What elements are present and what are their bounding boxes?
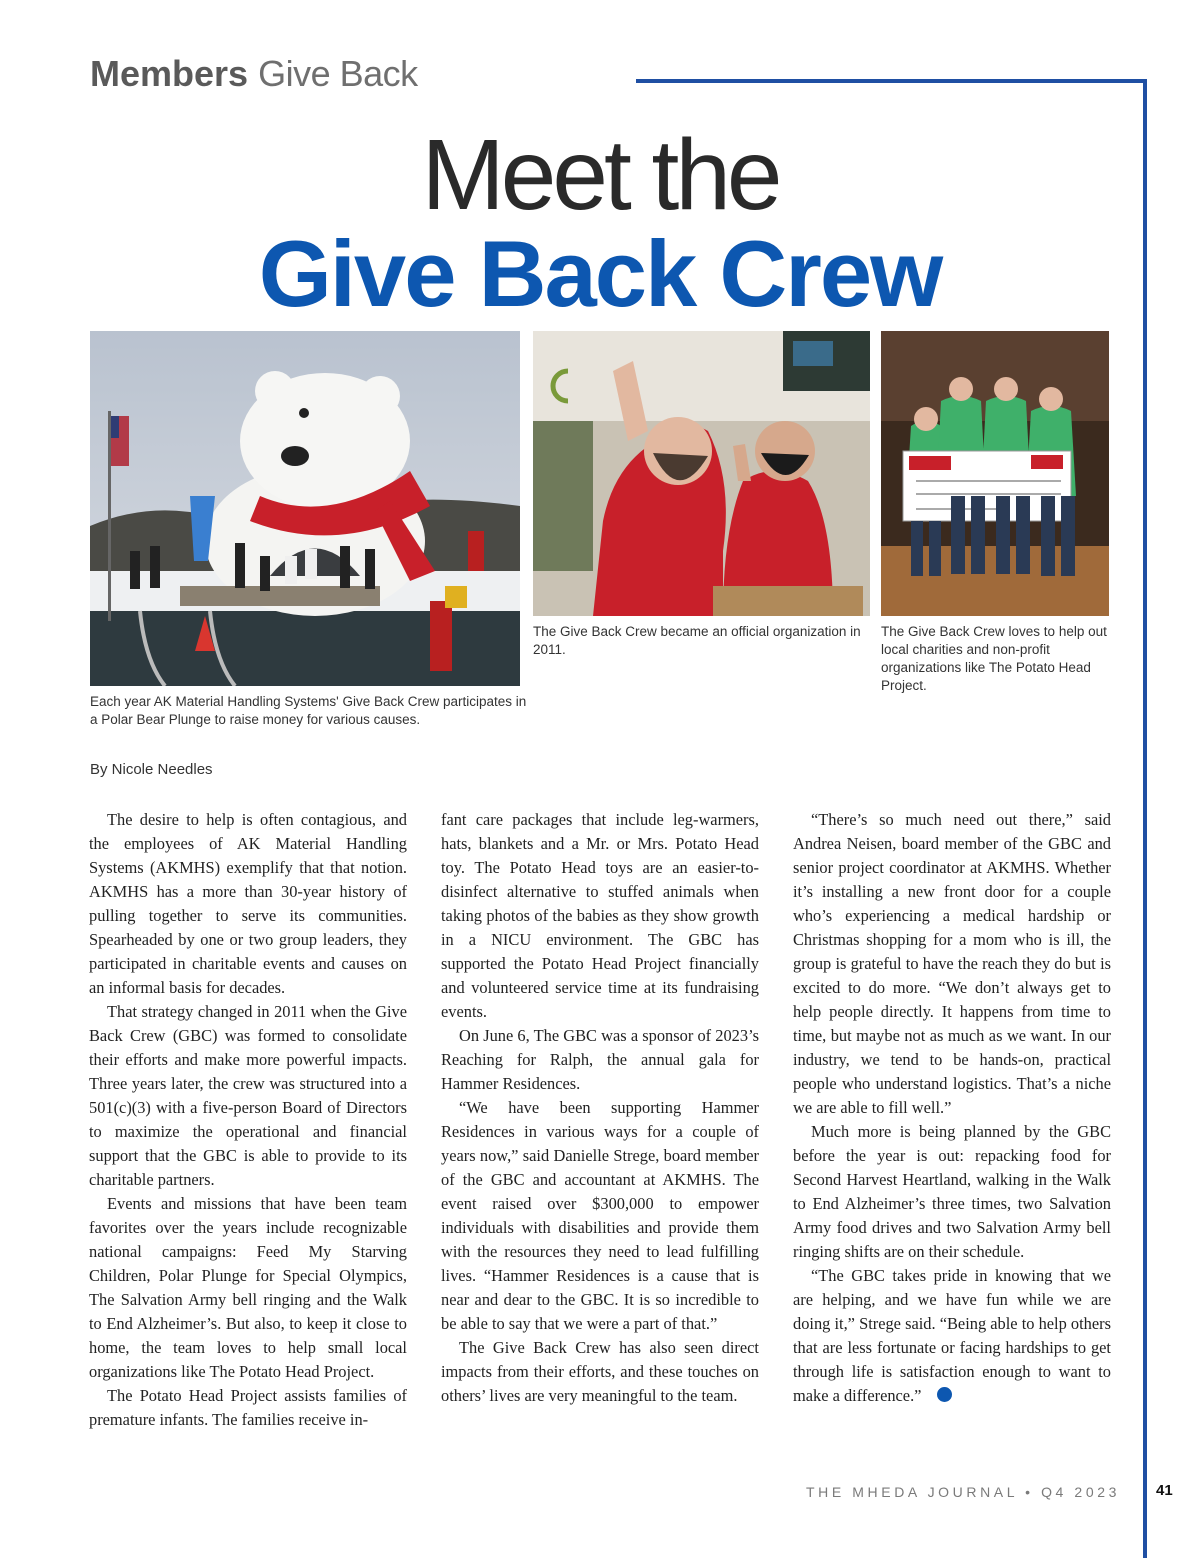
byline: By Nicole Needles (90, 761, 213, 778)
article-paragraph: Events and missions that have been team favorites over the years include recognizable national campaigns: Feed My Starving Children, Polar Plunge for Special Olympics, The Salvation Army bell ringing and the Walk to End Alzheimer’s. But also, to keep it close to home, the team loves to help small local organizations like The Potato Head Project. (89, 1194, 407, 1381)
journal-footer: THE MHEDA JOURNAL • Q4 2023 (806, 1484, 1120, 1500)
final-paragraph-text: “The GBC takes pride in knowing that we are helping, and we have fun while we are doing it,” Strege said. “Being able to help others that are less fortunate or facing hardships to get through life is satisfaction enough to want to make a difference.” (793, 1266, 1111, 1405)
article-paragraph: On June 6, The GBC was a sponsor of 2023’s Reaching for Ralph, the annual gala for Hammer Residences. (441, 1026, 759, 1093)
article-paragraph: The desire to help is often contagious, and the employees of AK Material Handling Systems (AKMHS) exemplify that that notion. AKMHS has a more than 30-year history of pulling together to serve its communities. Spearheaded by one or two group leaders, they participated in charitable events and causes on an informal basis for decades. (89, 810, 407, 997)
article-paragraph: The Give Back Crew has also seen direct impacts from their efforts, and these touches on others’ lives are very meaningful to the team. (441, 1338, 759, 1405)
crew-members-waving-photo (533, 331, 870, 616)
end-mark-icon (937, 1387, 952, 1402)
article-paragraph: “We have been supporting Hammer Residences in various ways for a couple of years now,” said Danielle Strege, board member of the GBC and accountant at AKMHS. The event raised over $300,000 to empower individuals with disabilities and provide them with the resources they need to lead fulfilling lives. “Hammer Residences is a cause that is near and dear to the GBC. It is so incredible to be able to say that we were a part of that.” (441, 1098, 759, 1333)
top-rule (636, 79, 1147, 83)
polar-bear-plunge-photo (90, 331, 520, 686)
article-paragraph: The Potato Head Project assists families of premature infants. The families receive in- (89, 1386, 407, 1429)
headline-line-1: Meet the (421, 119, 779, 231)
section-tag (90, 52, 418, 96)
article-column-2 (441, 808, 759, 1408)
article-paragraph: “There’s so much need out there,” said Andrea Neisen, board member of the GBC and senior project coordinator at AKMHS. Whether it’s installing a new front door for a couple who’s experiencing a medical hardship or Christmas shopping for a mom who is ill, the group is grateful to have the reach they do but is excited to do more. “We don’t always get to help people directly. It happens from time to time, but maybe not as much as we want. In our industry, we tend to be hands-on, practical people who understand logistics. That’s a niche we are able to fill well.” (793, 810, 1111, 1117)
page-number: 41 (1156, 1482, 1173, 1499)
check-presentation-photo (881, 331, 1109, 616)
article-paragraph: fant care packages that include leg-warmers, hats, blankets and a Mr. or Mrs. Potato Head toy. The Potato Head toys are an easier-to-disinfect alternative to stuffed animals when taking photos of the babies as they show growth in a NICU environment. The GBC has supported the Potato Head Project financially and volunteered service time at its fundraising events. (441, 810, 759, 1021)
article-paragraph: That strategy changed in 2011 when the Give Back Crew (GBC) was formed to consolidate their efforts and make more powerful impacts. Three years later, the crew was structured into a 501(c)(3) with a five-person Board of Directors to maximize the operational and financial support that the GBC is able to provide to its charitable partners. (89, 1002, 407, 1189)
section-tag-bold: Members (90, 53, 249, 94)
section-tag-light: Give Back (258, 53, 418, 94)
article-paragraph: Much more is being planned by the GBC before the year is out: repacking food for Second Harvest Heartland, walking in the Walk to End Alzheimer’s three times, two Salvation Army food drives and two Salvation Army bell ringing shifts are on their schedule. (793, 1122, 1111, 1261)
headline-line-2: Give Back Crew (258, 221, 942, 326)
polar-bear-caption: Each year AK Material Handling Systems' Give Back Crew participates in a Polar Bear Plunge to raise money for various causes. (90, 694, 527, 727)
article-column-1 (89, 808, 407, 1432)
article-paragraph-final (793, 1264, 1111, 1408)
crew-waving-caption: The Give Back Crew became an official organization in 2011. (533, 624, 861, 657)
check-presentation-caption: The Give Back Crew loves to help out local charities and non-profit organizations like The Potato Head Project. (881, 624, 1107, 693)
article-column-3 (793, 808, 1111, 1408)
